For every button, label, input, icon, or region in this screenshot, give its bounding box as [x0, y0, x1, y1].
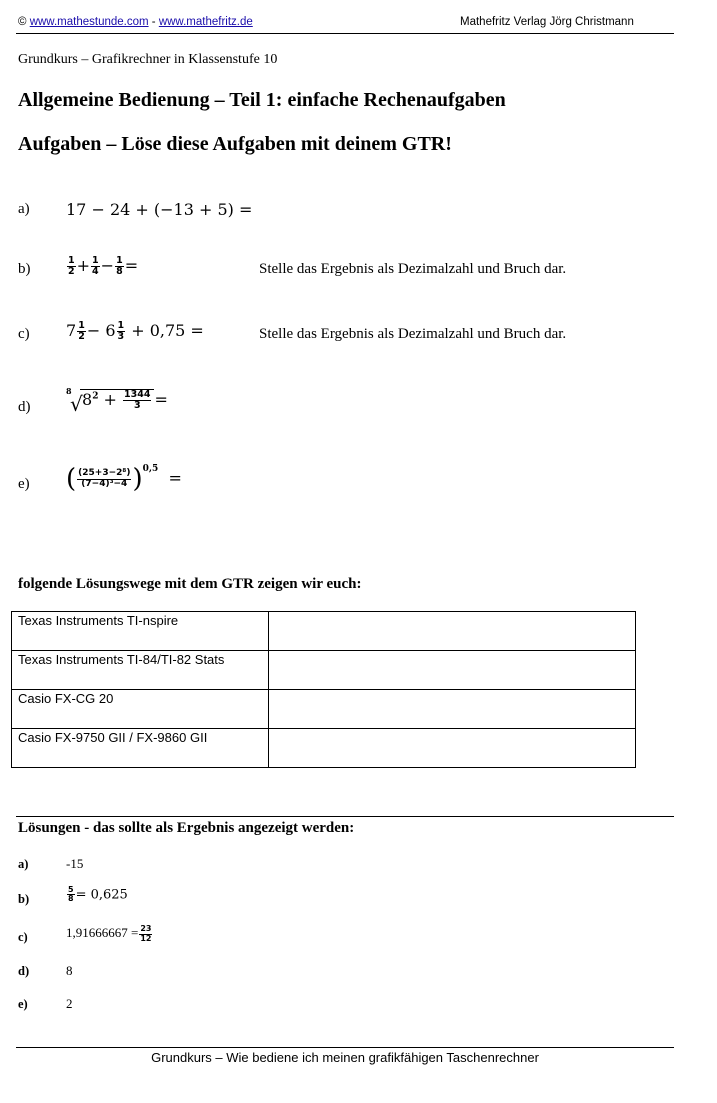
footer-divider [16, 1047, 674, 1048]
copyright-symbol: © [18, 16, 27, 28]
method-cell [269, 729, 636, 768]
fraction-denominator: 3 [117, 331, 125, 342]
device-cell: Texas Instruments TI-84/TI-82 Stats [12, 651, 269, 690]
solution-a-value: -15 [66, 856, 84, 871]
solutions-heading: Lösungen - das sollte als Ergebnis angezeigt werden: [18, 820, 355, 836]
solution-e-value: 2 [66, 996, 73, 1011]
link-separator: - [148, 16, 159, 28]
fraction-denominator: (7−4)³−4 [81, 478, 128, 489]
methods-heading: folgende Lösungswege mit dem GTR zeigen wir euch: [18, 576, 362, 592]
header-divider [16, 33, 674, 34]
table-row [12, 651, 636, 690]
fraction-denominator: 4 [92, 266, 99, 277]
task-c-label: c) [18, 326, 30, 342]
whole-number: 7 [66, 321, 77, 340]
task-b-note: Stelle das Ergebnis als Dezimalzahl und Bruch dar. [259, 261, 567, 277]
task-e-label: e) [18, 476, 30, 492]
publisher: Mathefritz Verlag Jörg Christmann [460, 16, 634, 28]
method-cell [269, 651, 636, 690]
solution-b-value [66, 886, 128, 904]
device-cell: Texas Instruments TI-nspire [12, 612, 269, 651]
base: 8 [82, 390, 93, 409]
method-cell [269, 612, 636, 651]
task-c-note: Stelle das Ergebnis als Dezimalzahl und Bruch dar. [259, 326, 567, 342]
decimal-value: 1,91666667 = [66, 925, 139, 940]
fraction-numerator: 1 [78, 320, 85, 332]
task-a-label: a) [18, 201, 30, 217]
task-a-expression: 17 − 24 + (−13 + 5) = [66, 200, 253, 219]
exponent: 2 [92, 391, 99, 402]
task-c-expression: 7 $\frac{1}{2}$ − 6 $\frac{1}{3}$ + 0,75 = [66, 320, 204, 342]
fraction-numerator: (25+3−2⁸) [78, 468, 131, 479]
solution-c-value [66, 925, 153, 943]
fraction-numerator: 1 [116, 255, 123, 267]
fraction-denominator: 8 [68, 894, 74, 904]
fraction-numerator: 5 [68, 885, 74, 894]
table-row [12, 729, 636, 768]
nth-root: 8 √ $8^2$ + $\frac{1344}{3}$ [66, 390, 154, 411]
page-footer: Grundkurs – Wie bediene ich meinen grafikfähigen Taschenrechner [151, 1050, 539, 1065]
task-d-label: d) [18, 399, 31, 415]
fraction-numerator: 1 [92, 255, 99, 267]
methods-table [11, 611, 636, 768]
fraction-denominator: 8 [116, 266, 123, 277]
link-mathestunde[interactable]: www.mathestunde.com [29, 16, 149, 28]
fraction-numerator: 1 [68, 255, 75, 267]
table-row [12, 690, 636, 729]
link-mathefritz[interactable]: www.mathefritz.de [158, 16, 253, 28]
device-cell: Casio FX-9750 GII / FX-9860 GII [12, 729, 269, 768]
solution-d-value: 8 [66, 963, 73, 978]
solutions-divider [16, 816, 674, 817]
expression-tail: + 0,75 = [131, 321, 204, 340]
radical-sign: √ [70, 392, 83, 416]
solution-b-label: b) [18, 892, 30, 906]
task-e-expression: ( $\frac{\text{(25+3−2⁸)}}{\text{(7−4)³−4}}$ )$^{0,5}$ = [66, 464, 182, 494]
task-b-label: b) [18, 261, 31, 277]
fraction-denominator: 12 [140, 933, 152, 943]
page-subtitle: Aufgaben – Löse diese Aufgaben mit deinem GTR! [18, 133, 452, 155]
method-cell [269, 690, 636, 729]
task-b-expression: $\frac{1}{2}$ + $\frac{1}{4}$ − $\frac{1}{8}$ = [68, 255, 139, 277]
course-line: Grundkurs – Grafikrechner in Klassenstufe 10 [18, 52, 278, 67]
solution-c-label: c) [18, 930, 28, 944]
fraction-denominator: 2 [68, 266, 75, 277]
fraction-numerator: 1344 [124, 389, 151, 401]
page-title: Allgemeine Bedienung – Teil 1: einfache Rechenaufgaben [18, 89, 506, 111]
root-index: 8 [66, 386, 72, 396]
solution-a-label: a) [18, 857, 29, 871]
fraction-numerator: 23 [140, 924, 152, 934]
page-header [18, 16, 674, 32]
table-row [12, 612, 636, 651]
solution-e-label: e) [18, 997, 28, 1011]
device-cell: Casio FX-CG 20 [12, 690, 269, 729]
fraction-numerator: 1 [117, 320, 125, 332]
task-d-expression: 8 √ $8^2$ + $\frac{1344}{3}$ = [66, 386, 168, 416]
whole-number: 6 [105, 321, 116, 340]
fraction-denominator: 2 [78, 331, 85, 342]
decimal-value: = 0,625 [75, 887, 128, 903]
solution-d-label: d) [18, 964, 30, 978]
exponent: 0,5 [142, 464, 159, 474]
fraction-denominator: 3 [133, 400, 141, 411]
